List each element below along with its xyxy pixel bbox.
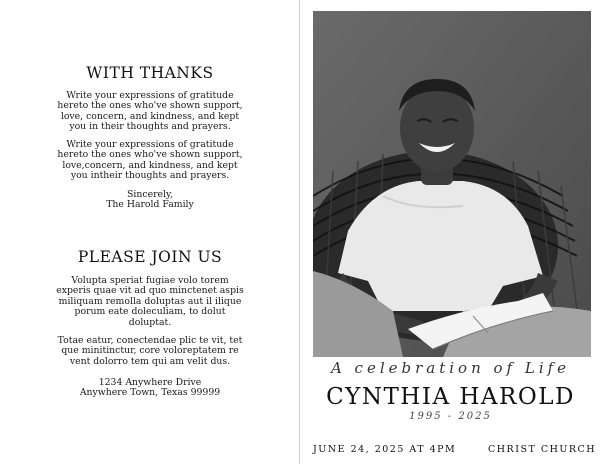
address bbox=[20, 378, 280, 399]
text-line: Volupta speriat fugiae volo torem bbox=[71, 275, 229, 286]
text-line: doluptat. bbox=[128, 316, 172, 328]
portrait-illustration bbox=[313, 11, 591, 357]
text-line: The Harold Family bbox=[106, 199, 194, 211]
text-line: porum eate doleculiam, to dolut bbox=[74, 306, 226, 318]
text-line: experis quae vit ad quo minctenet aspis bbox=[56, 285, 244, 297]
text-line: 1234 Anywhere Drive bbox=[98, 377, 202, 388]
please-join-us-heading: PLEASE JOIN US bbox=[77, 248, 223, 266]
text-line: Anywhere Town, Texas 99999 bbox=[79, 387, 221, 399]
service-venue: CHRIST CHURCH bbox=[488, 444, 597, 455]
text-line: Write your expressions of gratitude bbox=[66, 139, 234, 150]
join-paragraph-2 bbox=[20, 336, 280, 367]
thanks-signoff bbox=[20, 190, 280, 211]
text-line: you in their thoughts and prayers. bbox=[69, 121, 231, 133]
celebration-script-title: A celebration of Life bbox=[330, 359, 571, 377]
thanks-paragraph-1 bbox=[20, 91, 280, 133]
memorial-photo bbox=[313, 11, 591, 357]
life-years: 1995 - 2025 bbox=[409, 411, 492, 422]
text-line: hereto the ones who've shown support, bbox=[57, 100, 243, 112]
text-line: hereto the ones who've shown support, bbox=[57, 149, 243, 161]
text-line: love,concern, and kindness, and kept bbox=[62, 159, 238, 171]
text-line: vent dolorro tem qui am velit dus. bbox=[69, 355, 231, 367]
thanks-paragraph-2 bbox=[20, 140, 280, 182]
with-thanks-heading: WITH THANKS bbox=[86, 64, 214, 82]
join-paragraph-1 bbox=[20, 276, 280, 328]
text-line: que minitinctur, core voloreptatem re bbox=[61, 345, 239, 357]
text-line: you intheir thoughts and prayers. bbox=[70, 170, 230, 182]
text-line: Totae eatur, conectendae plic te vit, tet bbox=[57, 335, 243, 346]
text-line: miliquam remolla doluptas aut il ilique bbox=[58, 295, 242, 307]
deceased-name: CYNTHIA HAROLD bbox=[326, 384, 575, 410]
text-line: love, concern, and kindness, and kept bbox=[60, 110, 240, 122]
text-line: Write your expressions of gratitude bbox=[66, 90, 234, 101]
text-line: Sincerely, bbox=[127, 189, 173, 200]
service-date: JUNE 24, 2025 AT 4PM bbox=[313, 444, 457, 455]
